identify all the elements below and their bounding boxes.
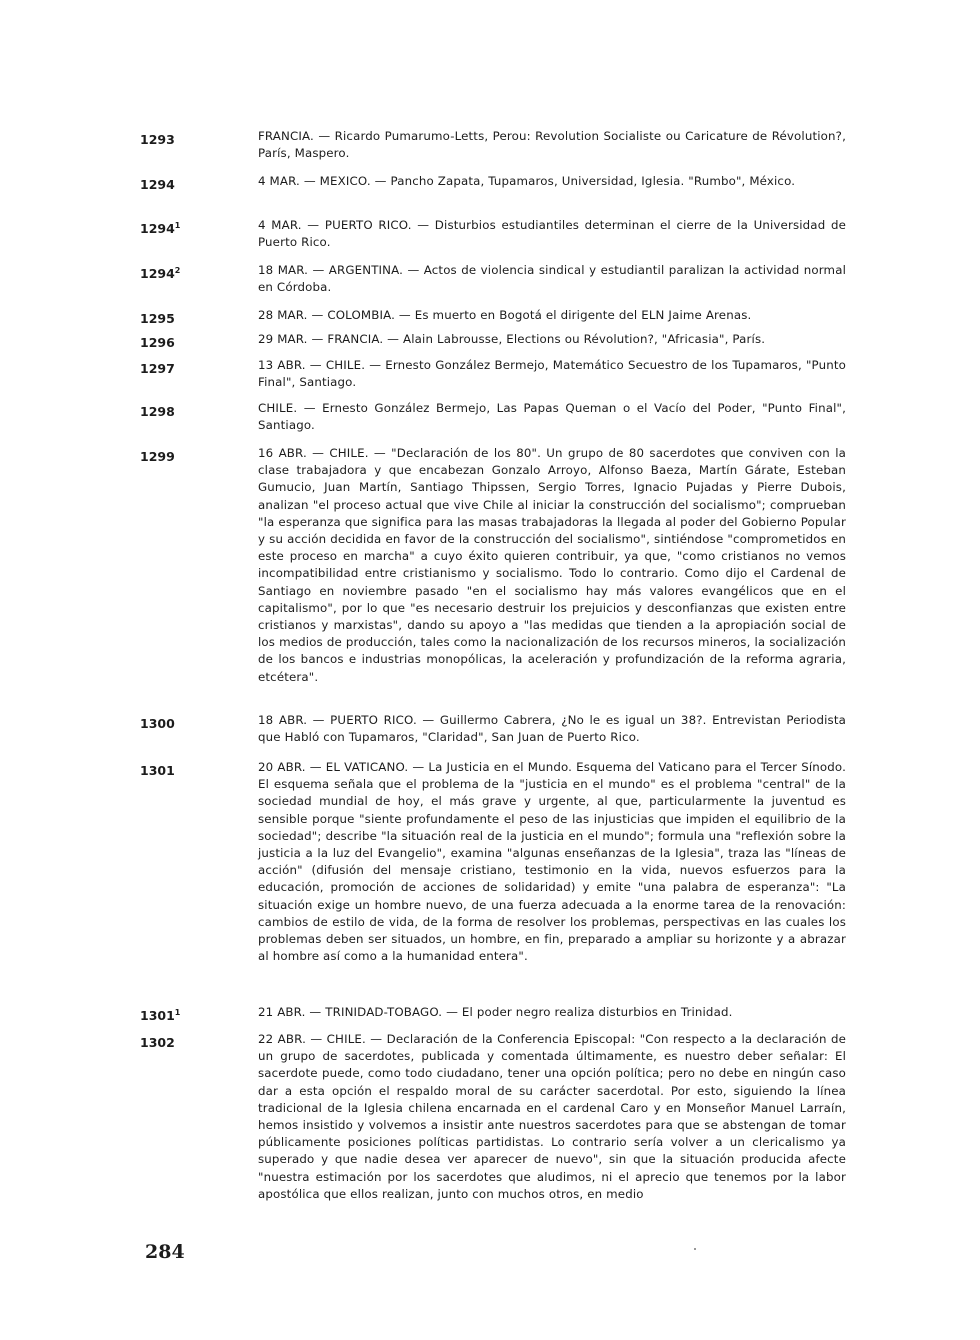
page-number: 284 [145, 1241, 185, 1263]
entry-number: 1298 [140, 404, 175, 420]
entry-text: 28 MAR. — COLOMBIA. — Es muerto en Bogotá el dirigente del ELN Jaime Arenas. [258, 308, 752, 322]
entry-text: 4 MAR. — PUERTO RICO. — Disturbios estudiantiles determinan el cierre de la Universidad de Puerto Rico. [258, 218, 846, 250]
entry-text: 16 ABR. — CHILE. — "Declaración de los 80". Un grupo de 80 sacerdotes que conviven con la clase trabajadora y que encabezan Gonzalo Arroyo, Alfonso Baeza, Martín Gárate, Esteban Gumucio, Juan Martín, Santiago Thipssen, Sergio Torres, Ignacio Pujadas y Pierre Dubois, analizan "el proceso actual que vive Chile al iniciar la construcción del socialismo"; comprueban "la esperanza que significa para las masas trabajadoras la llegada al poder del Gobierno Popular y su acción decidida en favor de la construcción del socialismo", sintiéndose "comprometidos en este proceso en marcha" a cuyo éxito quieren contribuir, ya que, "como cristianos no vemos incompatibilidad entre cristianismo y socialismo. Todo lo contrario. Como dijo el Cardenal de Santiago en noviembre pasado "en el socialismo hay más valores evangélicos que en el capitalismo", por lo que "es necesario destruir los prejuicios y desconfianzas que existen entre cristianos y marxistas", dando su apoyo a "las medidas que tienden a la apropiación social de los medios de producción, tales como la nacionalización de los recursos mineros, la socialización de los bancos e industrias monopólicas, la aceleración y profundización de la reforma agraria, etcétera". [258, 446, 846, 684]
entry-text: 13 ABR. — CHILE. — Ernesto González Bermejo, Matemático Secuestro de los Tupamaros, "Punto Final", Santiago. [258, 358, 846, 390]
entry-number: 1300 [140, 716, 175, 732]
entry-number: 1294$^2$ [140, 266, 181, 282]
entry-text: 21 ABR. — TRINIDAD-TOBAGO. — El poder negro realiza disturbios en Trinidad. [258, 1005, 733, 1019]
entry-number: 1297 [140, 361, 175, 377]
entry-number: 1295 [140, 311, 175, 327]
print-speck [694, 1248, 696, 1250]
entry-text: 22 ABR. — CHILE. — Declaración de la Conferencia Episcopal: "Con respecto a la declaración de un grupo de sacerdotes, publicada y comentada últimamente, es nuestro deber señalar: El sacerdote puede, como todo ciudadano, tener una opción política; pero no debe en ningún caso dar a esta opción el respaldo moral de su carácter sacerdotal. Por esto, siguiendo la línea tradicional de la Iglesia chilena encarnada en el cardenal Caro y en Monseñor Manuel Larraín, hemos insistido y volvemos a insistir ante nuestros sacerdotes para que se abstengan de tomar públicamente posiciones políticas partidistas. Lo contrario sería volver a un clericalismo ya superado y que nadie desea ver aparecer de nuevo", sin que la situación producida afecte "nuestra estimación por los sacerdotes que aludimos, ni el aprecio que tenemos por la labor apostólica que ellos realizan, junto con muchos otros, en medio [258, 1032, 846, 1201]
entry-text: CHILE. — Ernesto González Bermejo, Las Papas Queman o el Vacío del Poder, "Punto Final", Santiago. [258, 401, 846, 433]
entry-text: 29 MAR. — FRANCIA. — Alain Labrousse, Elections ou Révolution?, "Africasia", París. [258, 332, 766, 346]
entry-text: 18 ABR. — PUERTO RICO. — Guillermo Cabrera, ¿No le es igual un 38?. Entrevistan Periodista que Habló con Tupamaros, "Claridad", San Juan de Puerto Rico. [258, 713, 846, 745]
entry-number: 1293 [140, 132, 175, 148]
entry-text: 18 MAR. — ARGENTINA. — Actos de violencia sindical y estudiantil paralizan la actividad normal en Córdoba. [258, 263, 846, 295]
entry-number: 1294$^1$ [140, 221, 181, 237]
entry-number: 1294 [140, 177, 175, 193]
entry-number: 1301$^1$ [140, 1008, 181, 1024]
entry-number: 1302 [140, 1035, 175, 1051]
entry-number: 1301 [140, 763, 175, 779]
entry-number: 1299 [140, 449, 175, 465]
entry-text: 4 MAR. — MEXICO. — Pancho Zapata, Tupamaros, Universidad, Iglesia. "Rumbo", México. [258, 174, 796, 188]
entry-number: 1296 [140, 335, 175, 351]
entry-text: FRANCIA. — Ricardo Pumarumo-Letts, Perou: Revolution Socialiste ou Caricature de Révolution?, París, Maspero. [258, 129, 846, 161]
entry-text: 20 ABR. — EL VATICANO. — La Justicia en el Mundo. Esquema del Vaticano para el Tercer Sínodo. El esquema señala que el problema de la "justicia en el mundo" es el problema "central" de la sociedad mundial de hoy, el más grave y urgente, al que, particularmente la juventud es sensible porque "siente profundamente el peso de las injusticias que impiden el equilibrio de la sociedad"; describe "la situación real de la justicia en el mundo"; formula una "reflexión sobre la justicia a la luz del Evangelio", examina "algunas enseñanzas de la Iglesia", traza las "líneas de acción" (difusión del mensaje cristiano, testimonio en la vida, nuevos esfuerzos para la educación, promoción de acciones de solidaridad) y emite "una palabra de esperanza": "La situación exige un hombre nuevo, de una fuerza adecuada a la enorme tarea de la renovación: cambios de estilo de vida, de la forma de resolver los problemas, perspectivas en las cuales los problemas deben ser situados, un hombre, en fin, preparado a ampliar su horizonte y a abrazar al hombre así como a la humanidad entera". [258, 760, 846, 964]
